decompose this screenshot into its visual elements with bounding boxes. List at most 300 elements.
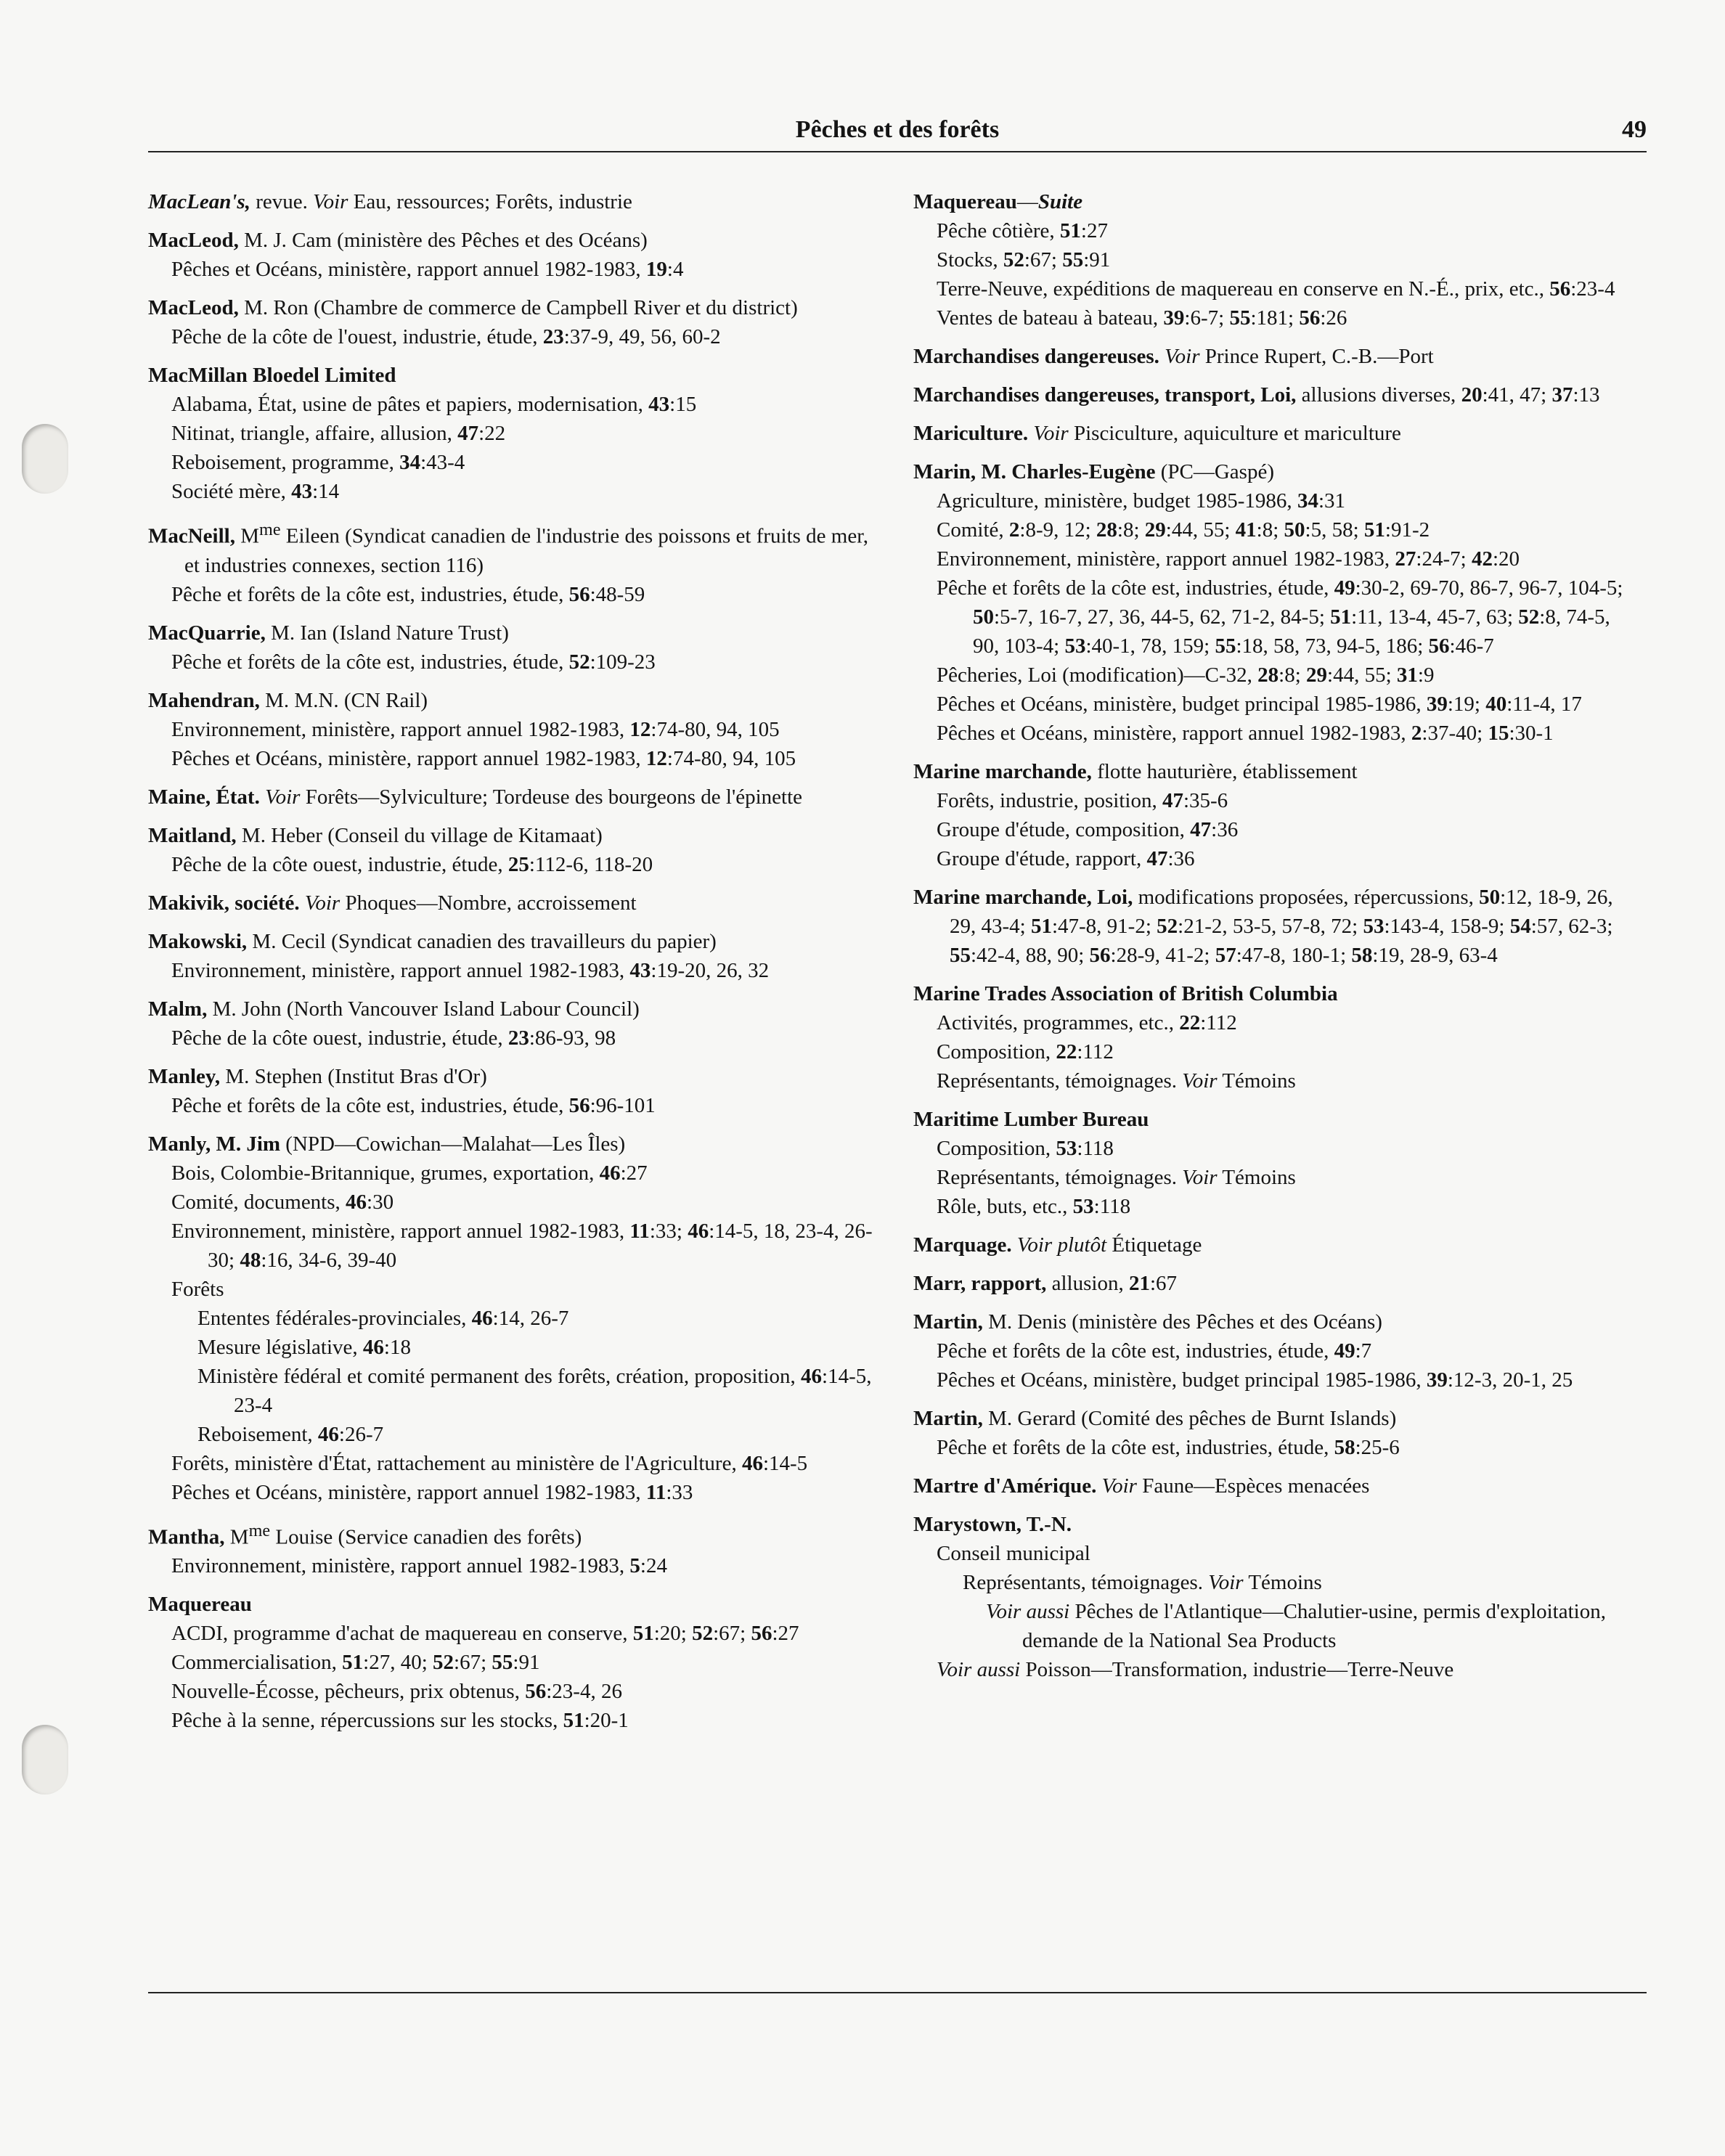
index-entry — [913, 1105, 1639, 1221]
text-run: Louise (Service canadien des forêts) — [270, 1525, 582, 1549]
entry-subline — [913, 1134, 1639, 1163]
text-run: 2 — [1411, 722, 1422, 745]
text-run: 50 — [1479, 886, 1501, 909]
text-run: 29 — [1144, 518, 1166, 542]
text-run: Marr, rapport, — [913, 1272, 1047, 1295]
text-run: Activités, programmes, etc., — [937, 1011, 1180, 1034]
text-run: 47 — [1162, 789, 1183, 812]
text-run: 55 — [1215, 634, 1236, 658]
text-run: 46 — [471, 1306, 493, 1330]
entry-heading — [148, 686, 874, 715]
text-run: ACDI, programme d'achat de maquereau en conserve, — [171, 1622, 633, 1646]
entry-subline — [148, 1551, 874, 1580]
entry-heading — [148, 515, 874, 580]
entry-subline — [913, 1192, 1639, 1221]
text-run: Voir — [1165, 345, 1200, 368]
index-entry — [148, 1516, 874, 1581]
text-run: :12, 18-9, 26, 29, 43-4; — [950, 886, 1613, 938]
text-run: :37-40; — [1422, 722, 1488, 745]
footer-rule — [148, 1992, 1647, 1993]
text-run: :26 — [1320, 306, 1347, 330]
entry-heading — [913, 457, 1639, 486]
entry-subline — [913, 303, 1639, 332]
text-run: 22 — [1056, 1040, 1077, 1063]
text-run: :67; — [713, 1622, 751, 1646]
entry-subline — [148, 1362, 874, 1420]
text-run: 56 — [568, 1093, 590, 1117]
entry-heading — [148, 618, 874, 648]
entry-subline — [148, 255, 874, 284]
text-run: :41, 47; — [1482, 383, 1552, 407]
binder-hole-top — [22, 424, 68, 494]
text-run: :24-7; — [1416, 547, 1472, 571]
text-run: 49 — [1334, 1339, 1355, 1363]
entry-subline — [148, 1304, 874, 1333]
text-run: 21 — [1128, 1272, 1150, 1295]
entry-subline — [148, 715, 874, 744]
text-run: :43-4 — [420, 451, 465, 474]
text-run: allusion, — [1046, 1272, 1129, 1295]
text-run: Malm, — [148, 997, 208, 1021]
text-run: 54 — [1509, 915, 1531, 938]
text-run: 48 — [240, 1248, 261, 1272]
text-run: Environnement, ministère, rapport annuel 1982-1983, — [171, 1219, 630, 1243]
entry-subline — [148, 1648, 874, 1677]
entry-subline — [148, 448, 874, 477]
text-run: :91-2 — [1385, 518, 1430, 542]
text-run: 47 — [1190, 818, 1212, 841]
text-run: Témoins — [1217, 1166, 1296, 1189]
text-run: 25 — [507, 852, 529, 876]
text-run: 39 — [1163, 306, 1185, 330]
text-run: M. Cecil (Syndicat canadien des travailleurs du papier) — [247, 929, 717, 953]
text-run: 53 — [1072, 1195, 1094, 1218]
text-run: Nouvelle-Écosse, pêcheurs, prix obtenus, — [171, 1680, 526, 1704]
entry-subline — [913, 1066, 1639, 1095]
text-run: Pêches et Océans, ministère, rapport annuel 1982-1983, — [171, 258, 646, 281]
entry-heading — [148, 1062, 874, 1091]
text-run: Ententes fédérales-provinciales, — [197, 1306, 472, 1330]
entry-subline — [913, 1539, 1639, 1568]
entry-heading — [913, 1230, 1639, 1259]
text-run: :86-93, 98 — [529, 1026, 616, 1050]
index-entry — [148, 515, 874, 609]
entry-heading — [148, 1516, 874, 1552]
text-run: :16, 34-6, 39-40 — [261, 1248, 397, 1272]
text-run: 39 — [1426, 1368, 1448, 1392]
entry-subline — [148, 390, 874, 419]
text-run: :67; — [454, 1651, 492, 1675]
text-run: Marystown, T.-N. — [913, 1513, 1072, 1536]
entry-subline — [148, 1188, 874, 1217]
text-run: Prince Rupert, C.-B.—Port — [1199, 345, 1434, 368]
entry-subline — [913, 844, 1639, 873]
text-run: :27 — [772, 1622, 799, 1646]
text-run: Forêts, industrie, position, — [937, 789, 1162, 812]
text-run: M. Ron (Chambre de commerce de Campbell River et du district) — [238, 296, 798, 319]
text-run: M. J. Cam (ministère des Pêches et des Océans) — [238, 229, 648, 252]
text-run: 52 — [1003, 248, 1024, 271]
text-run: 51 — [632, 1622, 654, 1646]
entry-subline — [913, 690, 1639, 719]
text-run: Voir aussi — [937, 1658, 1021, 1681]
text-run: Voir — [1182, 1069, 1218, 1093]
text-run: :5-7, 16-7, 27, 36, 44-5, 62, 71-2, 84-5; — [994, 605, 1331, 629]
text-run: 5 — [629, 1554, 640, 1578]
entry-heading — [148, 889, 874, 918]
text-run: :48-59 — [590, 582, 645, 606]
text-run: Comité, documents, — [171, 1190, 346, 1214]
text-run: Bois, Colombie-Britannique, grumes, exportation, — [171, 1161, 600, 1185]
text-run: 43 — [291, 480, 313, 503]
entry-heading — [148, 927, 874, 956]
index-entry — [148, 995, 874, 1053]
text-run: Représentants, témoignages. — [937, 1166, 1183, 1189]
text-run: :74-80, 94, 105 — [651, 717, 780, 741]
right-column — [913, 187, 1639, 1694]
text-run: Voir — [1101, 1474, 1137, 1498]
text-run: Pêche de la côte ouest, industrie, étude, — [171, 1026, 508, 1050]
text-run: :28-9, 41-2; — [1110, 944, 1215, 967]
entry-subline — [148, 322, 874, 351]
text-run: Voir — [1182, 1166, 1218, 1189]
text-run: :112 — [1077, 1040, 1114, 1063]
text-run: Martin, — [913, 1310, 983, 1334]
text-run: 53 — [1064, 634, 1086, 658]
text-run: MacNeill, — [148, 524, 235, 548]
text-run: M. M.N. (CN Rail) — [259, 688, 428, 712]
text-run: Marchandises dangereuses. — [913, 345, 1159, 368]
text-run: :40-1, 78, 159; — [1085, 634, 1215, 658]
text-run: :118 — [1077, 1137, 1114, 1160]
text-run: 23 — [507, 1026, 529, 1050]
text-run: 51 — [1030, 915, 1052, 938]
text-run: :44, 55; — [1165, 518, 1236, 542]
text-run: :112 — [1200, 1011, 1237, 1034]
index-entry — [148, 226, 874, 284]
text-run: Environnement, ministère, rapport annuel 1982-1983, — [937, 547, 1395, 571]
text-run: Marine marchande, — [913, 760, 1092, 783]
text-run: 47 — [457, 422, 479, 445]
text-run: 55 — [492, 1651, 513, 1675]
index-entry — [148, 187, 874, 216]
text-run: :181; — [1250, 306, 1300, 330]
text-run: :9 — [1417, 663, 1435, 687]
text-run: :8; — [1256, 518, 1284, 542]
text-run: :42-4, 88, 90; — [971, 944, 1090, 967]
text-run: :11-4, 17 — [1506, 693, 1582, 716]
text-run: Martin, — [913, 1407, 983, 1430]
page-header — [148, 116, 1647, 150]
text-run: Martre d'Amérique. — [913, 1474, 1097, 1498]
text-run: 52 — [1518, 605, 1540, 629]
text-run: 51 — [1363, 518, 1385, 542]
index-entry — [913, 883, 1639, 970]
text-run: Pêche de la côte ouest, industrie, étude, — [171, 852, 508, 876]
text-run: 51 — [342, 1651, 364, 1675]
text-run: 56 — [525, 1680, 547, 1704]
text-run: Groupe d'étude, rapport, — [937, 847, 1147, 870]
text-run: Marine marchande, Loi, — [913, 886, 1133, 909]
text-run: Poisson—Transformation, industrie—Terre-Neuve — [1020, 1658, 1454, 1681]
text-run: Voir — [313, 190, 348, 213]
index-entry — [913, 1510, 1639, 1684]
text-run: Commercialisation, — [171, 1651, 343, 1675]
text-run: 50 — [973, 605, 994, 629]
text-run: :7 — [1355, 1339, 1372, 1363]
text-run: M. John (North Vancouver Island Labour Council) — [207, 997, 640, 1021]
text-run: Forêts—Sylviculture; Tordeuse des bourgeons de l'épinette — [300, 785, 802, 809]
text-run: Conseil municipal — [937, 1542, 1090, 1565]
entry-subline — [148, 1420, 874, 1449]
entry-subline — [913, 544, 1639, 573]
text-run: :19-20, 26, 32 — [651, 958, 770, 982]
text-run: Pêche et forêts de la côte est, industries, étude, — [171, 1093, 569, 1117]
text-run: Maquereau — [148, 1593, 252, 1617]
text-run: Maine, État. — [148, 785, 260, 809]
text-run: Pêches et Océans, ministère, budget principal 1985-1986, — [937, 1368, 1427, 1392]
text-run: 43 — [648, 393, 670, 416]
text-run: 53 — [1056, 1137, 1077, 1160]
entry-subline — [148, 1677, 874, 1706]
text-run: Représentants, témoignages. — [963, 1571, 1209, 1594]
text-run — [1012, 1233, 1017, 1257]
text-run: 46 — [362, 1335, 384, 1359]
text-run: MacLeod, — [148, 229, 239, 252]
text-run: :37-9, 49, 56, 60-2 — [563, 325, 721, 348]
text-run: :46-7 — [1449, 634, 1494, 658]
text-run: 56 — [1428, 634, 1450, 658]
index-entry — [148, 1062, 874, 1120]
text-run: Maritime Lumber Bureau — [913, 1108, 1149, 1131]
text-run: Pêches et Océans, ministère, rapport annuel 1982-1983, — [937, 722, 1411, 745]
text-run: :47-8, 91-2; — [1051, 915, 1157, 938]
entry-subline — [913, 1163, 1639, 1192]
text-run: 46 — [599, 1161, 621, 1185]
entry-subline — [913, 1655, 1639, 1684]
text-run: Voir aussi — [986, 1600, 1070, 1623]
text-run: :21-2, 53-5, 57-8, 72; — [1178, 915, 1363, 938]
text-run: Mesure législative, — [197, 1335, 363, 1359]
text-run: :19, 28-9, 63-4 — [1372, 944, 1498, 967]
text-run: :67; — [1024, 248, 1063, 271]
text-run: :25-6 — [1355, 1436, 1400, 1459]
entry-heading — [148, 226, 874, 255]
index-entry — [913, 457, 1639, 748]
text-run: 52 — [568, 650, 590, 674]
entry-subline — [148, 477, 874, 506]
entry-subline — [913, 1008, 1639, 1037]
text-run: 55 — [1229, 306, 1251, 330]
text-run: 56 — [1089, 944, 1111, 967]
text-run: :5, 58; — [1305, 518, 1364, 542]
text-run: 29 — [1306, 663, 1328, 687]
entry-subline — [913, 274, 1639, 303]
text-run: Stocks, — [937, 248, 1003, 271]
text-run: Pisciculture, aquiculture et mariculture — [1068, 422, 1401, 445]
text-run — [1096, 1474, 1101, 1498]
text-run: flotte hauturière, établissement — [1091, 760, 1358, 783]
entry-subline — [148, 419, 874, 448]
text-run: Maitland, — [148, 823, 237, 847]
text-run: Forêts — [171, 1277, 224, 1301]
entry-subline — [148, 1275, 874, 1304]
text-run: 42 — [1471, 547, 1493, 571]
left-column — [148, 187, 874, 1744]
text-run: :30-1 — [1509, 722, 1554, 745]
text-run: Environnement, ministère, rapport annuel 1982-1983, — [171, 1554, 630, 1578]
entry-subline — [913, 515, 1639, 544]
entry-heading — [913, 1510, 1639, 1539]
text-run: Pêche et forêts de la côte est, industries, étude, — [937, 1339, 1334, 1363]
text-run: 51 — [1059, 219, 1081, 242]
text-run: 23 — [542, 325, 564, 348]
text-run: modifications proposées, répercussions, — [1133, 886, 1480, 909]
text-run: :143-4, 158-9; — [1384, 915, 1510, 938]
text-run: revue. — [250, 190, 314, 213]
text-run: :96-101 — [590, 1093, 656, 1117]
text-run: Agriculture, ministère, budget 1985-1986, — [937, 489, 1297, 513]
text-run: 56 — [568, 582, 590, 606]
text-run: :31 — [1318, 489, 1345, 513]
text-run: 2 — [1008, 518, 1020, 542]
text-run: 12 — [629, 717, 651, 741]
index-entry — [148, 927, 874, 985]
text-run: (NPD—Cowichan—Malahat—Les Îles) — [280, 1132, 626, 1156]
text-run: Pêche à la senne, répercussions sur les stocks, — [171, 1709, 563, 1733]
page-number: 49 — [1622, 116, 1647, 143]
text-run: Pêche et forêts de la côte est, industries, étude, — [171, 650, 569, 674]
text-run: 34 — [399, 451, 421, 474]
text-run: :20-1 — [584, 1709, 629, 1733]
text-run: :36 — [1167, 847, 1195, 870]
entry-subline — [913, 216, 1639, 245]
page-title: Pêches et des forêts — [795, 116, 1000, 143]
text-run: Suite — [1037, 190, 1083, 213]
text-run: 53 — [1363, 915, 1385, 938]
entry-subline — [148, 1449, 874, 1478]
text-run: 52 — [1157, 915, 1178, 938]
entry-subline — [913, 1597, 1639, 1655]
text-run: MacMillan Bloedel Limited — [148, 364, 396, 387]
text-run: 27 — [1395, 547, 1416, 571]
index-entry — [148, 821, 874, 879]
text-run: Pêche de la côte de l'ouest, industrie, étude, — [171, 325, 543, 348]
entry-heading — [148, 1130, 874, 1159]
entry-subline — [148, 1091, 874, 1120]
index-entry — [148, 293, 874, 351]
text-run: Manley, — [148, 1064, 221, 1088]
text-run: Pêches et Océans, ministère, budget principal 1985-1986, — [937, 693, 1427, 716]
text-run: Environnement, ministère, rapport annuel 1982-1983, — [171, 958, 630, 982]
text-run: :74-80, 94, 105 — [666, 746, 796, 770]
entry-subline — [913, 486, 1639, 515]
text-run: Voir — [1033, 422, 1069, 445]
text-run: me — [259, 520, 281, 539]
text-run: Faune—Espèces menacées — [1136, 1474, 1370, 1498]
text-run: :27 — [620, 1161, 648, 1185]
index-entry — [913, 380, 1639, 409]
text-run: 31 — [1396, 663, 1418, 687]
text-run: Forêts, ministère d'État, rattachement au ministère de l'Agriculture, — [171, 1451, 742, 1475]
text-run: 58 — [1351, 944, 1373, 967]
text-run: Groupe d'étude, composition, — [937, 818, 1191, 841]
text-run: :13 — [1573, 383, 1600, 407]
text-run: M. Gerard (Comité des pêches de Burnt Islands) — [982, 1407, 1397, 1430]
entry-subline — [913, 1568, 1639, 1597]
text-run: 11 — [629, 1219, 650, 1243]
text-run: 43 — [629, 958, 651, 982]
text-run: MacQuarrie, — [148, 621, 266, 645]
text-run: Environnement, ministère, rapport annuel 1982-1983, — [171, 717, 630, 741]
index-entry — [913, 419, 1639, 448]
text-run: 46 — [801, 1364, 823, 1388]
entry-heading — [913, 419, 1639, 448]
text-run: :18 — [383, 1335, 411, 1359]
index-entry — [148, 1130, 874, 1507]
text-run: Eileen (Syndicat canadien de l'industrie des poissons et fruits de mer, et industries connexes, section 116) — [184, 524, 868, 577]
text-run: :67 — [1149, 1272, 1178, 1295]
text-run: MacLeod, — [148, 296, 239, 319]
text-run: :27, 40; — [363, 1651, 433, 1675]
entry-heading — [148, 293, 874, 322]
text-run: :24 — [640, 1554, 667, 1578]
text-run: Mahendran, — [148, 688, 260, 712]
text-run: Pêches et Océans, ministère, rapport annuel 1982-1983, — [171, 1480, 646, 1504]
text-run: Ministère fédéral et comité permanent des forêts, création, proposition, — [197, 1364, 802, 1388]
text-run: Témoins — [1243, 1571, 1322, 1594]
text-run: :30-2, 69-70, 86-7, 96-7, 104-5; — [1355, 576, 1623, 600]
text-run: 34 — [1297, 489, 1318, 513]
index-entry — [148, 618, 874, 677]
text-run: Terre-Neuve, expéditions de maquereau en conserve en N.-É., prix, etc., — [937, 277, 1550, 301]
text-run: Alabama, État, usine de pâtes et papiers, modernisation, — [171, 393, 649, 416]
entry-heading — [913, 187, 1639, 216]
entry-heading — [913, 1307, 1639, 1336]
entry-heading — [913, 883, 1639, 970]
entry-subline — [913, 1336, 1639, 1365]
text-run: :8-9, 12; — [1019, 518, 1096, 542]
entry-subline — [148, 1024, 874, 1053]
entry-subline — [913, 573, 1639, 661]
text-run: Manly, M. Jim — [148, 1132, 281, 1156]
entry-subline — [913, 1365, 1639, 1395]
text-run: :14-5 — [762, 1451, 808, 1475]
text-run: 46 — [688, 1219, 709, 1243]
text-run: Voir plutôt — [1016, 1233, 1107, 1257]
text-run: :14, 26-7 — [492, 1306, 569, 1330]
text-run: Témoins — [1217, 1069, 1296, 1093]
index-entry — [913, 187, 1639, 332]
text-run: :22 — [478, 422, 506, 445]
entry-subline — [148, 1706, 874, 1735]
text-run: :118 — [1093, 1195, 1131, 1218]
entry-heading — [148, 783, 874, 812]
text-run: Pêche côtière, — [937, 219, 1060, 242]
text-run: :18, 58, 73, 94-5, 186; — [1236, 634, 1429, 658]
text-run — [260, 785, 265, 809]
text-run: :44, 55; — [1327, 663, 1397, 687]
entry-heading — [913, 979, 1639, 1008]
entry-subline — [913, 1037, 1639, 1066]
index-entry — [913, 1404, 1639, 1462]
text-run: 49 — [1334, 576, 1355, 600]
text-run: M. Stephen (Institut Bras d'Or) — [220, 1064, 487, 1088]
text-run: :35-6 — [1183, 789, 1228, 812]
text-run: 41 — [1235, 518, 1257, 542]
text-run: 50 — [1284, 518, 1305, 542]
entry-heading — [913, 757, 1639, 786]
